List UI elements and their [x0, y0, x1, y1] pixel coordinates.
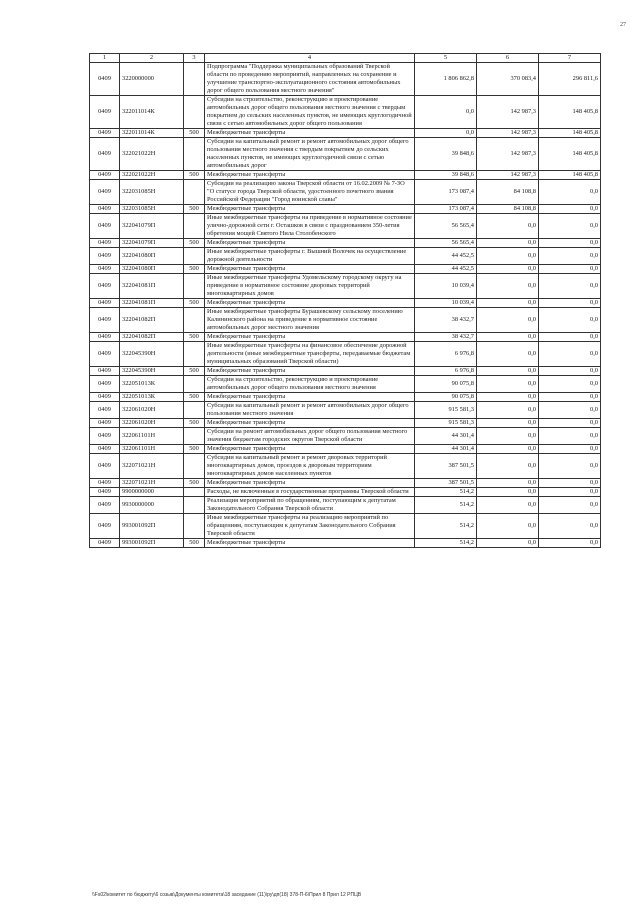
table-body — [90, 63, 601, 548]
cell-amount-col5: 90 075,8 — [415, 393, 477, 402]
cell-expense-type — [184, 248, 205, 265]
cell-section: 0409 — [90, 205, 120, 214]
cell-amount-col6: 84 108,8 — [477, 205, 539, 214]
cell-amount-col7: 0,0 — [539, 428, 601, 445]
table-row — [90, 239, 601, 248]
table-row — [90, 497, 601, 514]
cell-target-code: 322041081П — [120, 274, 184, 299]
cell-amount-col7: 0,0 — [539, 393, 601, 402]
table-row — [90, 479, 601, 488]
cell-amount-col5: 38 432,7 — [415, 308, 477, 333]
cell-amount-col6: 0,0 — [477, 419, 539, 428]
cell-expense-type — [184, 342, 205, 367]
cell-amount-col5: 90 075,8 — [415, 376, 477, 393]
cell-expense-type — [184, 402, 205, 419]
table-row — [90, 428, 601, 445]
table-row — [90, 265, 601, 274]
cell-amount-col5: 514,2 — [415, 488, 477, 497]
cell-section: 0409 — [90, 393, 120, 402]
cell-target-code: 9900000000 — [120, 488, 184, 497]
cell-amount-col5: 514,2 — [415, 539, 477, 548]
cell-amount-col5: 10 039,4 — [415, 274, 477, 299]
cell-expense-type: 500 — [184, 205, 205, 214]
cell-amount-col5: 6 976,8 — [415, 342, 477, 367]
cell-amount-col5: 10 039,4 — [415, 299, 477, 308]
cell-target-code: 322041079П — [120, 239, 184, 248]
cell-expense-type — [184, 428, 205, 445]
cell-amount-col5: 39 848,6 — [415, 138, 477, 171]
cell-amount-col5: 39 848,6 — [415, 171, 477, 180]
cell-amount-col6: 142 987,3 — [477, 138, 539, 171]
table-row — [90, 333, 601, 342]
cell-amount-col6: 0,0 — [477, 539, 539, 548]
cell-amount-col7: 0,0 — [539, 308, 601, 333]
cell-expense-type — [184, 138, 205, 171]
cell-target-code: 322051013К — [120, 393, 184, 402]
cell-amount-col7: 0,0 — [539, 205, 601, 214]
cell-name: Межбюджетные трансферты — [205, 479, 415, 488]
cell-section: 0409 — [90, 333, 120, 342]
cell-name: Межбюджетные трансферты — [205, 129, 415, 138]
cell-amount-col6: 84 108,8 — [477, 180, 539, 205]
cell-amount-col6: 0,0 — [477, 454, 539, 479]
cell-expense-type: 500 — [184, 367, 205, 376]
table-row — [90, 393, 601, 402]
cell-target-code: 322021022Н — [120, 171, 184, 180]
cell-target-code: 322061101Н — [120, 428, 184, 445]
cell-expense-type — [184, 514, 205, 539]
cell-name: Иные межбюджетные трансферты Бурашевскому сельскому поселению Калининского района на приведение в нормативное состояние автомобильных дорог местного значения — [205, 308, 415, 333]
cell-amount-col6: 370 083,4 — [477, 63, 539, 96]
cell-amount-col7: 0,0 — [539, 488, 601, 497]
cell-target-code: 322051013К — [120, 376, 184, 393]
cell-target-code: 993001092П — [120, 514, 184, 539]
cell-amount-col6: 0,0 — [477, 402, 539, 419]
cell-section: 0409 — [90, 129, 120, 138]
cell-amount-col7: 0,0 — [539, 445, 601, 454]
cell-amount-col5: 514,2 — [415, 514, 477, 539]
cell-amount-col7: 148 405,8 — [539, 96, 601, 129]
cell-section: 0409 — [90, 402, 120, 419]
cell-name: Субсидии на капитальный ремонт и ремонт дворовых территорий многоквартирных домов, проездов к дворовым территориям многоквартирных домов населенных пунктов — [205, 454, 415, 479]
cell-amount-col6: 0,0 — [477, 248, 539, 265]
cell-name: Субсидии на капитальный ремонт и ремонт автомобильных дорог общего пользования местного значения — [205, 402, 415, 419]
cell-amount-col7: 0,0 — [539, 454, 601, 479]
table-row — [90, 419, 601, 428]
cell-amount-col7: 148 405,8 — [539, 171, 601, 180]
table-row — [90, 376, 601, 393]
column-header: 4 — [205, 54, 415, 63]
cell-name: Межбюджетные трансферты — [205, 299, 415, 308]
cell-amount-col5: 44 301,4 — [415, 428, 477, 445]
cell-expense-type: 500 — [184, 129, 205, 138]
cell-amount-col7: 148 405,8 — [539, 129, 601, 138]
cell-section: 0409 — [90, 274, 120, 299]
cell-amount-col6: 0,0 — [477, 299, 539, 308]
table-row — [90, 454, 601, 479]
budget-table — [89, 53, 601, 548]
cell-target-code: 322011014К — [120, 129, 184, 138]
column-header: 2 — [120, 54, 184, 63]
cell-section: 0409 — [90, 497, 120, 514]
cell-target-code: 322031085Н — [120, 180, 184, 205]
cell-amount-col7: 148 405,8 — [539, 138, 601, 171]
cell-amount-col6: 142 987,3 — [477, 96, 539, 129]
cell-target-code: 322071021Н — [120, 454, 184, 479]
table-row — [90, 63, 601, 96]
table-row — [90, 96, 601, 129]
cell-amount-col5: 38 432,7 — [415, 333, 477, 342]
cell-amount-col7: 296 811,6 — [539, 63, 601, 96]
cell-expense-type: 500 — [184, 239, 205, 248]
cell-amount-col5: 6 976,8 — [415, 367, 477, 376]
table-row — [90, 367, 601, 376]
cell-amount-col7: 0,0 — [539, 265, 601, 274]
cell-amount-col5: 44 452,5 — [415, 265, 477, 274]
cell-section: 0409 — [90, 96, 120, 129]
cell-section: 0409 — [90, 428, 120, 445]
cell-amount-col6: 0,0 — [477, 342, 539, 367]
cell-expense-type — [184, 488, 205, 497]
cell-amount-col5: 0,0 — [415, 129, 477, 138]
cell-amount-col6: 0,0 — [477, 274, 539, 299]
cell-section: 0409 — [90, 239, 120, 248]
cell-amount-col5: 173 087,4 — [415, 180, 477, 205]
column-header: 3 — [184, 54, 205, 63]
cell-name: Межбюджетные трансферты — [205, 171, 415, 180]
cell-target-code: 322041082П — [120, 333, 184, 342]
cell-target-code: 9930000000 — [120, 497, 184, 514]
cell-amount-col7: 0,0 — [539, 299, 601, 308]
cell-section: 0409 — [90, 367, 120, 376]
table-row — [90, 205, 601, 214]
cell-expense-type — [184, 274, 205, 299]
cell-name: Субсидии на реализацию закона Тверской области от 16.02.2009 № 7-ЗО "О статусе города Тверской области, удостоенного почетного звания Российской Федерации "Город воинской славы" — [205, 180, 415, 205]
cell-target-code: 322021022Н — [120, 138, 184, 171]
cell-name: Межбюджетные трансферты — [205, 367, 415, 376]
cell-target-code: 322061020Н — [120, 419, 184, 428]
cell-amount-col5: 387 501,5 — [415, 479, 477, 488]
cell-amount-col6: 142 987,3 — [477, 171, 539, 180]
cell-amount-col7: 0,0 — [539, 376, 601, 393]
cell-amount-col7: 0,0 — [539, 419, 601, 428]
cell-name: Межбюджетные трансферты — [205, 265, 415, 274]
cell-section: 0409 — [90, 454, 120, 479]
cell-section: 0409 — [90, 308, 120, 333]
cell-target-code: 322031085Н — [120, 205, 184, 214]
cell-target-code: 322061020Н — [120, 402, 184, 419]
cell-amount-col6: 0,0 — [477, 308, 539, 333]
cell-target-code: 322041082П — [120, 308, 184, 333]
cell-amount-col6: 0,0 — [477, 376, 539, 393]
cell-expense-type — [184, 180, 205, 205]
cell-name: Иные межбюджетные трансферты на реализацию мероприятий по обращениям, поступающим к депутатам Законодательного Собрания Тверской области — [205, 514, 415, 539]
table-row — [90, 138, 601, 171]
cell-name: Межбюджетные трансферты — [205, 239, 415, 248]
cell-amount-col7: 0,0 — [539, 180, 601, 205]
table-row — [90, 171, 601, 180]
cell-expense-type: 500 — [184, 445, 205, 454]
cell-amount-col6: 0,0 — [477, 239, 539, 248]
cell-section: 0409 — [90, 171, 120, 180]
cell-amount-col7: 0,0 — [539, 514, 601, 539]
cell-name: Межбюджетные трансферты — [205, 419, 415, 428]
column-header: 6 — [477, 54, 539, 63]
cell-amount-col5: 44 452,5 — [415, 248, 477, 265]
table-row — [90, 342, 601, 367]
cell-target-code: 322045390Н — [120, 342, 184, 367]
cell-amount-col7: 0,0 — [539, 274, 601, 299]
cell-name: Межбюджетные трансферты — [205, 393, 415, 402]
table-row — [90, 514, 601, 539]
cell-name: Подпрограмма "Поддержка муниципальных образований Тверской области по проведению мероприятий, направленных на сохранение и улучшение транспортно-эксплуатационного состояния автомобильных дорог общего пользования местного значения" — [205, 63, 415, 96]
cell-amount-col6: 0,0 — [477, 497, 539, 514]
cell-expense-type: 500 — [184, 299, 205, 308]
cell-name: Субсидии на ремонт автомобильных дорог общего пользования местного значения бюджетам городских округов Тверской области — [205, 428, 415, 445]
cell-expense-type — [184, 308, 205, 333]
table-row — [90, 299, 601, 308]
cell-section: 0409 — [90, 248, 120, 265]
cell-expense-type: 500 — [184, 419, 205, 428]
cell-target-code: 993001092П — [120, 539, 184, 548]
cell-amount-col5: 387 501,5 — [415, 454, 477, 479]
cell-amount-col6: 0,0 — [477, 479, 539, 488]
cell-target-code: 322061101Н — [120, 445, 184, 454]
cell-amount-col5: 0,0 — [415, 96, 477, 129]
cell-section: 0409 — [90, 445, 120, 454]
table-row — [90, 539, 601, 548]
cell-name: Иные межбюджетные трансферты на финансовое обеспечение дорожной деятельности (иные межбюджетные трансферты, передаваемые бюджетам муниципальных образований Тверской области) — [205, 342, 415, 367]
table-row — [90, 274, 601, 299]
cell-target-code: 322045390Н — [120, 367, 184, 376]
cell-section: 0409 — [90, 265, 120, 274]
cell-name: Межбюджетные трансферты — [205, 205, 415, 214]
cell-name: Иные межбюджетные трансферты г. Вышний Волочек на осуществление дорожной деятельности — [205, 248, 415, 265]
table-row — [90, 180, 601, 205]
cell-name: Субсидии на строительство, реконструкцию и проектирование автомобильных дорог общего пользования местного значения — [205, 376, 415, 393]
cell-expense-type: 500 — [184, 171, 205, 180]
footer-file-path: \\Fs02\комитет по бюджету\6 созыв\Документы комитета\18 заседание (11)\ру\дп(18) 378-П-6\Прил 8 Прил 12 РПЦВ — [92, 892, 362, 898]
cell-section: 0409 — [90, 539, 120, 548]
cell-amount-col6: 0,0 — [477, 488, 539, 497]
cell-expense-type: 500 — [184, 333, 205, 342]
cell-amount-col7: 0,0 — [539, 214, 601, 239]
table-row — [90, 402, 601, 419]
cell-name: Межбюджетные трансферты — [205, 445, 415, 454]
cell-target-code: 3220000000 — [120, 63, 184, 96]
cell-section: 0409 — [90, 376, 120, 393]
cell-amount-col7: 0,0 — [539, 479, 601, 488]
cell-section: 0409 — [90, 214, 120, 239]
cell-amount-col5: 44 301,4 — [415, 445, 477, 454]
cell-amount-col5: 915 581,3 — [415, 402, 477, 419]
cell-amount-col5: 173 087,4 — [415, 205, 477, 214]
cell-amount-col5: 56 565,4 — [415, 214, 477, 239]
cell-section: 0409 — [90, 138, 120, 171]
cell-amount-col6: 142 987,3 — [477, 129, 539, 138]
cell-amount-col6: 0,0 — [477, 445, 539, 454]
cell-amount-col5: 56 565,4 — [415, 239, 477, 248]
cell-section: 0409 — [90, 299, 120, 308]
cell-target-code: 322041079П — [120, 214, 184, 239]
cell-section: 0409 — [90, 488, 120, 497]
cell-section: 0409 — [90, 342, 120, 367]
cell-amount-col6: 0,0 — [477, 514, 539, 539]
cell-name: Расходы, не включенные в государственные программы Тверской области — [205, 488, 415, 497]
cell-target-code: 322041080П — [120, 248, 184, 265]
table-row — [90, 488, 601, 497]
cell-name: Субсидии на капитальный ремонт и ремонт автомобильных дорог общего пользования местного значения с твердым покрытием до сельских населенных пунктов, не имеющих круглогодичной связи с сетью автомобильных дорог — [205, 138, 415, 171]
cell-amount-col6: 0,0 — [477, 265, 539, 274]
cell-expense-type — [184, 96, 205, 129]
cell-section: 0409 — [90, 180, 120, 205]
cell-expense-type — [184, 376, 205, 393]
cell-amount-col7: 0,0 — [539, 239, 601, 248]
cell-amount-col5: 514,2 — [415, 497, 477, 514]
cell-name: Реализация мероприятий по обращениям, поступающим к депутатам Законодательного Собрания Тверской области — [205, 497, 415, 514]
cell-amount-col6: 0,0 — [477, 214, 539, 239]
cell-target-code: 322071021Н — [120, 479, 184, 488]
cell-amount-col6: 0,0 — [477, 333, 539, 342]
cell-amount-col7: 0,0 — [539, 539, 601, 548]
table-row — [90, 445, 601, 454]
cell-section: 0409 — [90, 479, 120, 488]
cell-target-code: 322041080П — [120, 265, 184, 274]
cell-target-code: 322041081П — [120, 299, 184, 308]
table-row — [90, 248, 601, 265]
cell-amount-col7: 0,0 — [539, 367, 601, 376]
cell-expense-type — [184, 63, 205, 96]
table-row — [90, 129, 601, 138]
table-header — [90, 54, 601, 63]
cell-expense-type — [184, 214, 205, 239]
cell-amount-col6: 0,0 — [477, 393, 539, 402]
table-row — [90, 214, 601, 239]
cell-section: 0409 — [90, 419, 120, 428]
cell-section: 0409 — [90, 63, 120, 96]
cell-name: Межбюджетные трансферты — [205, 539, 415, 548]
cell-amount-col7: 0,0 — [539, 497, 601, 514]
cell-amount-col7: 0,0 — [539, 402, 601, 419]
column-header: 7 — [539, 54, 601, 63]
cell-amount-col7: 0,0 — [539, 342, 601, 367]
page-number: 27 — [620, 22, 626, 28]
cell-amount-col7: 0,0 — [539, 333, 601, 342]
header-row — [90, 54, 601, 63]
cell-expense-type — [184, 454, 205, 479]
cell-expense-type: 500 — [184, 265, 205, 274]
cell-target-code: 322011014К — [120, 96, 184, 129]
cell-amount-col6: 0,0 — [477, 428, 539, 445]
cell-expense-type: 500 — [184, 539, 205, 548]
column-header: 5 — [415, 54, 477, 63]
cell-name: Иные межбюджетные трансферты Удомельскому городскому округу на приведение в нормативное состояние дворовых территорий многоквартирных домов — [205, 274, 415, 299]
cell-amount-col5: 915 581,3 — [415, 419, 477, 428]
table-row — [90, 308, 601, 333]
cell-name: Субсидии на строительство, реконструкцию и проектирование автомобильных дорог общего пользования местного значения с твердым покрытием до сельских населенных пунктов, не имеющих круглогодичной связи с сетью автомобильных дорог общего пользования — [205, 96, 415, 129]
cell-name: Иные межбюджетные трансферты на приведение в нормативное состояние улично-дорожной сети г. Осташков в связи с празднованием 350-летия обретения мощей Святого Нила Столобенского — [205, 214, 415, 239]
cell-expense-type — [184, 497, 205, 514]
cell-amount-col7: 0,0 — [539, 248, 601, 265]
cell-amount-col5: 1 806 862,8 — [415, 63, 477, 96]
cell-section: 0409 — [90, 514, 120, 539]
cell-expense-type: 500 — [184, 479, 205, 488]
cell-expense-type: 500 — [184, 393, 205, 402]
column-header: 1 — [90, 54, 120, 63]
cell-name: Межбюджетные трансферты — [205, 333, 415, 342]
cell-amount-col6: 0,0 — [477, 367, 539, 376]
